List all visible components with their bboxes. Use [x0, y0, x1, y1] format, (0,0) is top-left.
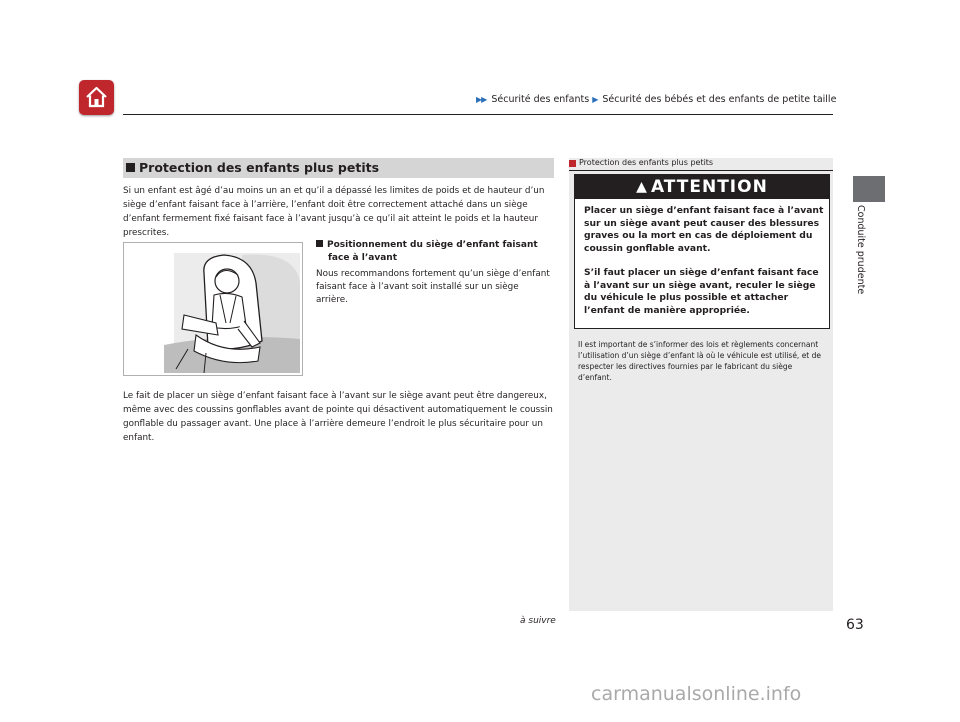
- front-seat-paragraph: Le fait de placer un siège d’enfant faisant face à l’avant sur le siège avant peut être dangereux, même avec des coussins gonflables avant de pointe qui désactivent automatiquement le coussin gonflable du passager avant. Une place à l’arrière demeure l’endroit le plus sécuritaire pour un enfant.: [123, 391, 553, 443]
- side-panel-header: [569, 158, 833, 171]
- warning-triangle-icon: ▲: [636, 179, 648, 195]
- side-panel-note: Il est important de s’informer des lois et règlements concernant l’utilisation d’un siège d’enfant là où le véhicule est utilisé, et de respecter les directives fournies par le fabricant du siège d’enfant.: [578, 340, 822, 382]
- section-title: Protection des enfants plus petits: [139, 160, 380, 175]
- double-arrow-icon: ▶▶: [476, 95, 487, 104]
- side-panel-title: Protection des enfants plus petits: [579, 158, 714, 167]
- watermark: carmanualsonline.info: [591, 683, 802, 705]
- intro-paragraph: Si un enfant est âgé d’au moins un an et qu’il a dépassé les limites de poids et de hauteur d’un siège d’enfant faisant face à l’arrière, l’enfant doit être correctement attaché dans un siège d’enfant fermement fixé faisant face à l’avant jusqu’à ce qu’il ait atteint le poids et la hauteur prescrites.: [123, 186, 545, 238]
- breadcrumb-level-1[interactable]: Sécurité des enfants: [491, 94, 590, 105]
- section-header: [123, 158, 554, 178]
- recommendation-paragraph: Nous recommandons fortement qu’un siège d’enfant faisant face à l’avant soit installé sur un siège arrière.: [316, 269, 550, 305]
- subsection-square-icon: [316, 240, 323, 247]
- warning-bar: [575, 175, 829, 199]
- breadcrumb: [476, 94, 836, 105]
- warning-paragraph-1: Placer un siège d’enfant faisant face à l’avant sur un siège avant peut causer des blessures graves ou la mort en cas de déploiement du coussin gonflable avant.: [584, 205, 824, 254]
- warning-label: ATTENTION: [650, 177, 768, 197]
- continued-label: à suivre: [520, 616, 556, 626]
- subsection-heading: Positionnement du siège d’enfant faisant face à l’avant: [316, 239, 554, 265]
- header-rule: [123, 114, 833, 115]
- page-number: 63: [846, 617, 864, 633]
- warning-paragraph-2: S’il faut placer un siège d’enfant faisant face à l’avant sur un siège avant, reculer le siège du véhicule le plus possible et attacher l’enfant de manière appropriée.: [584, 267, 819, 316]
- side-notes-panel: [569, 158, 833, 611]
- chapter-tab[interactable]: [853, 176, 885, 202]
- warning-box: [574, 174, 830, 329]
- section-square-icon: [126, 163, 135, 172]
- breadcrumb-level-2[interactable]: Sécurité des bébés et des enfants de petite taille: [602, 94, 837, 105]
- chapter-tab-label[interactable]: Conduite prudente: [855, 205, 866, 295]
- home-button[interactable]: [79, 80, 114, 115]
- child-seat-illustration: [123, 242, 303, 376]
- arrow-icon: ▶: [592, 95, 598, 104]
- note-marker-icon: [569, 160, 576, 167]
- home-icon: [84, 85, 109, 110]
